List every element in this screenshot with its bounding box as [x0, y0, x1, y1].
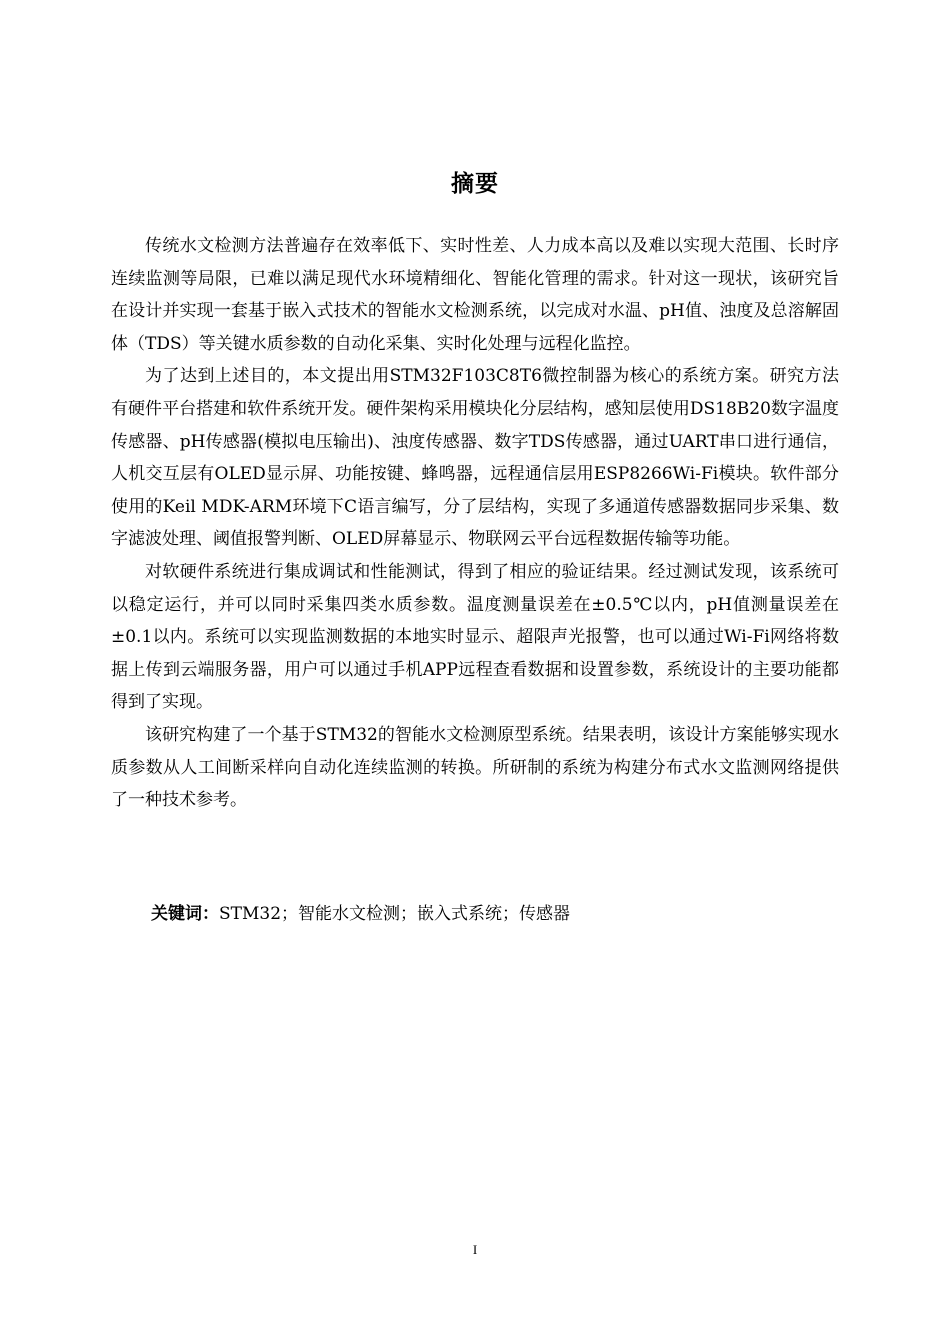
abstract-body	[111, 230, 839, 817]
abstract-paragraph-4: 该研究构建了一个基于STM32的智能水文检测原型系统。结果表明，该设计方案能够实现水质参数从人工间断采样向自动化连续监测的转换。所研制的系统为构建分布式水文监测网络提供了一种技术参考。	[111, 724, 839, 811]
keywords-text: STM32；智能水文检测；嵌入式系统；传感器	[219, 904, 571, 924]
abstract-paragraph-3: 对软硬件系统进行集成调试和性能测试，得到了相应的验证结果。经过测试发现，该系统可以稳定运行，并可以同时采集四类水质参数。温度测量误差在±0.5℃以内，pH值测量误差在±0.1以内。系统可以实现监测数据的本地实时显示、超限声光报警，也可以通过Wi-Fi网络将数据上传到云端服务器，用户可以通过手机APP远程查看数据和设置参数，系统设计的主要功能都得到了实现。	[111, 561, 839, 713]
keywords-line	[151, 898, 851, 930]
keywords-label: 关键词：	[151, 904, 219, 924]
abstract-title: 摘要	[451, 171, 499, 197]
page-number: I	[472, 1242, 478, 1257]
abstract-paragraph-1: 传统水文检测方法普遍存在效率低下、实时性差、人力成本高以及难以实现大范围、长时序连续监测等局限，已难以满足现代水环境精细化、智能化管理的需求。针对这一现状，该研究旨在设计并实现一套基于嵌入式技术的智能水文检测系统，以完成对水温、pH值、浊度及总溶解固体（TDS）等关键水质参数的自动化采集、实时化处理与远程化监控。	[111, 236, 839, 354]
abstract-paragraph-2: 为了达到上述目的，本文提出用STM32F103C8T6微控制器为核心的系统方案。研究方法有硬件平台搭建和软件系统开发。硬件架构采用模块化分层结构，感知层使用DS18B20数字温度传感器、pH传感器(模拟电压输出)、浊度传感器、数字TDS传感器，通过UART串口进行通信，人机交互层有OLED显示屏、功能按键、蜂鸣器，远程通信层用ESP8266Wi-Fi模块。软件部分使用的Keil MDK-ARM环境下C语言编写，分了层结构，实现了多通道传感器数据同步采集、数字滤波处理、阈值报警判断、OLED屏幕显示、物联网云平台远程数据传输等功能。	[111, 366, 839, 550]
